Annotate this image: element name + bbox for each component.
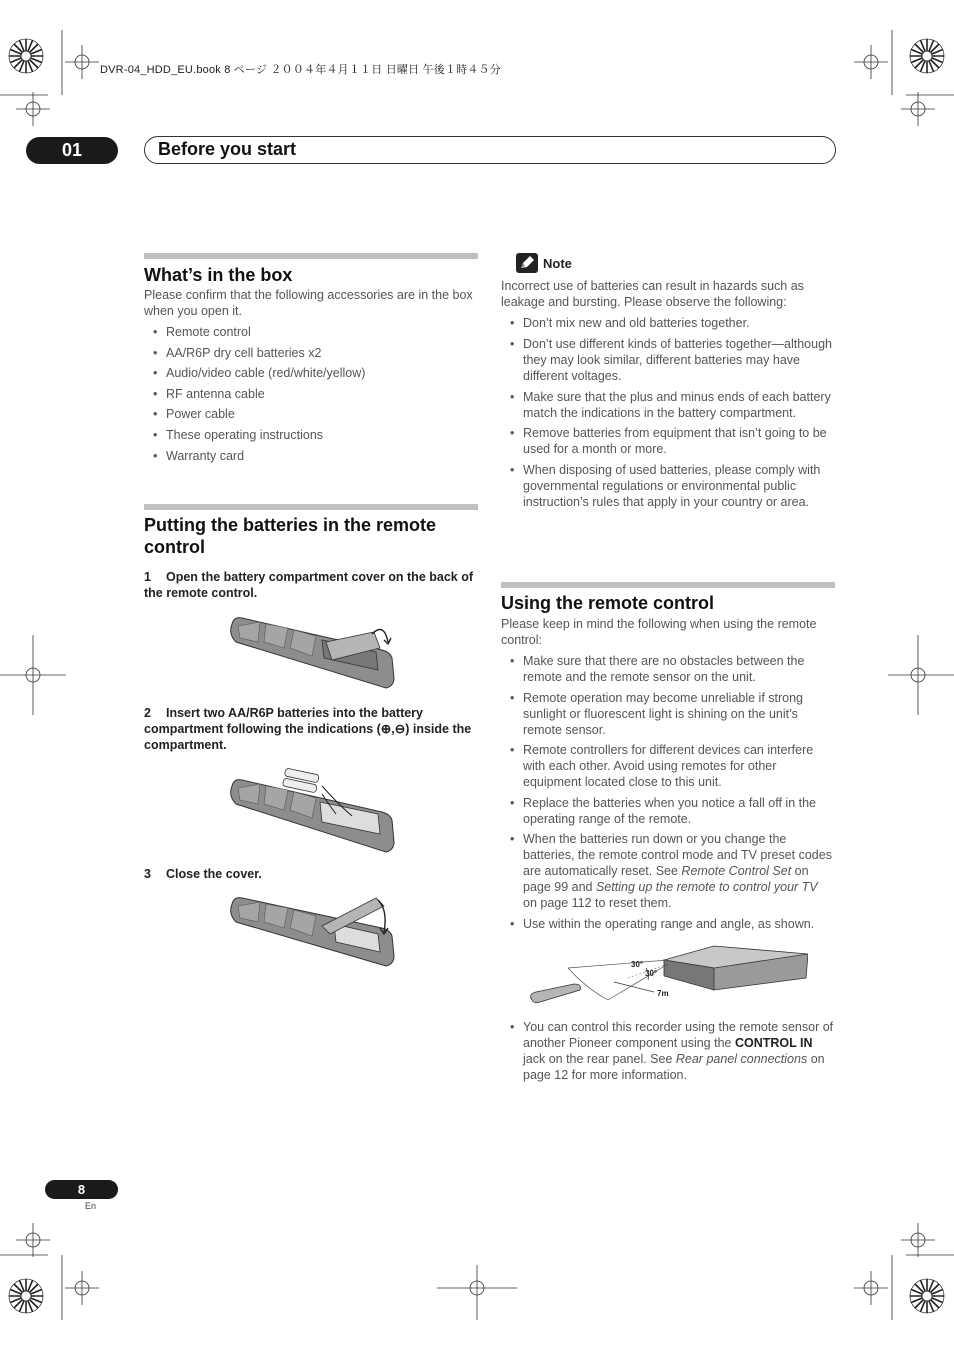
chapter-number: 01 — [26, 137, 118, 164]
control-text-1: You can control this recorder using the remote sensor of another Pioneer component using the — [523, 1020, 834, 1050]
list-item: • Use within the operating range and angle, as shown. — [501, 916, 835, 932]
file-meta: DVR-04_HDD_EU.book 8 ページ ２００４年４月１１日 日曜日 午後１時４５分 — [100, 64, 501, 76]
step-3 — [144, 866, 478, 882]
page-number: 8 — [45, 1180, 118, 1199]
crosshair-top-left — [65, 45, 99, 79]
list-item: • AA/R6P dry cell batteries x2 — [144, 345, 478, 361]
section-title-remote: Using the remote control — [501, 593, 715, 613]
step-number: 2 — [144, 706, 151, 720]
control-text-3: on page 12 for more information. — [523, 1052, 825, 1082]
crosshair-right-lower — [901, 1223, 935, 1257]
list-item: • Don’t mix new and old batteries together. — [501, 315, 835, 331]
crosshair-top-right — [854, 45, 888, 79]
list-item: • Remote control — [144, 324, 478, 340]
crosshair-left-mid — [0, 635, 66, 715]
chapter-title: Before you start — [158, 139, 297, 159]
reset-text-2: on page 99 and — [523, 864, 809, 894]
list-item: • Remote controllers for different devices can interfere with each other. Avoid using remotes for other equipment located close to this unit. — [501, 742, 835, 790]
distance-label: 7m — [657, 989, 669, 998]
crosshair-right-mid — [888, 635, 954, 715]
list-item: • These operating instructions — [144, 427, 478, 443]
control-in-label: CONTROL IN — [734, 1036, 813, 1050]
crosshair-right-upper — [901, 92, 935, 126]
remote-items-list — [501, 653, 835, 932]
list-item: • Make sure that the plus and minus ends of each battery match the indications in the battery compartment. — [501, 389, 835, 421]
step-text: Insert two AA/R6P batteries into the battery compartment following the indications (⊕,⊖) inside the compartment. — [144, 706, 472, 752]
crosshair-bottom-left — [65, 1271, 99, 1305]
step-text: Open the battery compartment cover on the back of the remote control. — [144, 570, 474, 600]
list-item: • Power cable — [144, 406, 478, 422]
starburst-top-left — [9, 39, 43, 73]
list-item: • Warranty card — [144, 448, 478, 464]
remote-range-diagram — [528, 942, 808, 1008]
section-divider — [144, 504, 478, 510]
section-title-batteries: Putting the batteries in the remote control — [144, 515, 437, 557]
remote-intro: Please keep in mind the following when using the remote control: — [501, 617, 817, 647]
insert-batteries-illustration — [226, 764, 398, 856]
list-item: • Replace the batteries when you notice a fall off in the operating range of the remote. — [501, 795, 835, 827]
angle-label-top: 30° — [631, 960, 644, 969]
language-code: En — [85, 1201, 97, 1211]
reset-text-1: When the batteries run down or you change the batteries, the remote control mode and TV preset codes are automatically reset. See — [523, 832, 832, 878]
step-number: 1 — [144, 570, 151, 584]
starburst-top-right — [910, 39, 944, 73]
list-item: • When disposing of used batteries, please comply with governmental regulations or environmental public instruction’s rules that apply in your country or area. — [501, 462, 835, 510]
crosshair-bottom-right — [854, 1271, 888, 1305]
box-intro: Please confirm that the following accessories are in the box when you open it. — [144, 288, 473, 318]
starburst-bottom-right — [910, 1279, 944, 1313]
step-2 — [144, 705, 478, 753]
list-item: • RF antenna cable — [144, 386, 478, 402]
reset-text-3: on page 112 to reset them. — [523, 896, 672, 910]
step-1 — [144, 569, 478, 601]
crosshair-left-lower — [16, 1223, 50, 1257]
list-item-control-in — [501, 1019, 835, 1083]
step-text: Close the cover. — [166, 867, 262, 881]
note-items-list — [501, 315, 835, 510]
list-item: • Make sure that there are no obstacles between the remote and the remote sensor on the unit. — [501, 653, 835, 685]
section-divider — [144, 253, 478, 259]
crosshair-left-upper — [16, 92, 50, 126]
list-item-reset — [501, 831, 835, 911]
section-divider — [501, 582, 835, 588]
remote-items-list-continued — [501, 1019, 835, 1083]
note-label: Note — [543, 256, 572, 271]
remote-open-cover-illustration — [226, 612, 398, 692]
box-items-list — [144, 324, 478, 464]
crosshair-bottom-center — [437, 1265, 517, 1320]
note-pencil-icon — [516, 253, 538, 273]
list-item: • Don’t use different kinds of batteries together—although they may look similar, different batteries may have different voltages. — [501, 336, 835, 384]
reset-ref-2: Setting up the remote to control your TV — [596, 880, 818, 894]
reset-ref-1: Remote Control Set — [681, 864, 792, 878]
close-cover-illustration — [226, 892, 398, 970]
control-ref: Rear panel connections — [675, 1052, 808, 1066]
section-title-box: What’s in the box — [144, 265, 293, 285]
list-item: • Remote operation may become unreliable if strong sunlight or fluorescent light is shining on the unit’s remote sensor. — [501, 690, 835, 738]
note-intro: Incorrect use of batteries can result in hazards such as leakage and bursting. Please observe the following: — [501, 279, 804, 309]
list-item: • Audio/video cable (red/white/yellow) — [144, 365, 478, 381]
angle-label-bottom: 30° — [645, 969, 658, 978]
starburst-bottom-left — [9, 1279, 43, 1313]
step-number: 3 — [144, 867, 151, 881]
list-item: • Remove batteries from equipment that isn’t going to be used for a month or more. — [501, 425, 835, 457]
control-text-2: jack on the rear panel. See — [523, 1052, 676, 1066]
